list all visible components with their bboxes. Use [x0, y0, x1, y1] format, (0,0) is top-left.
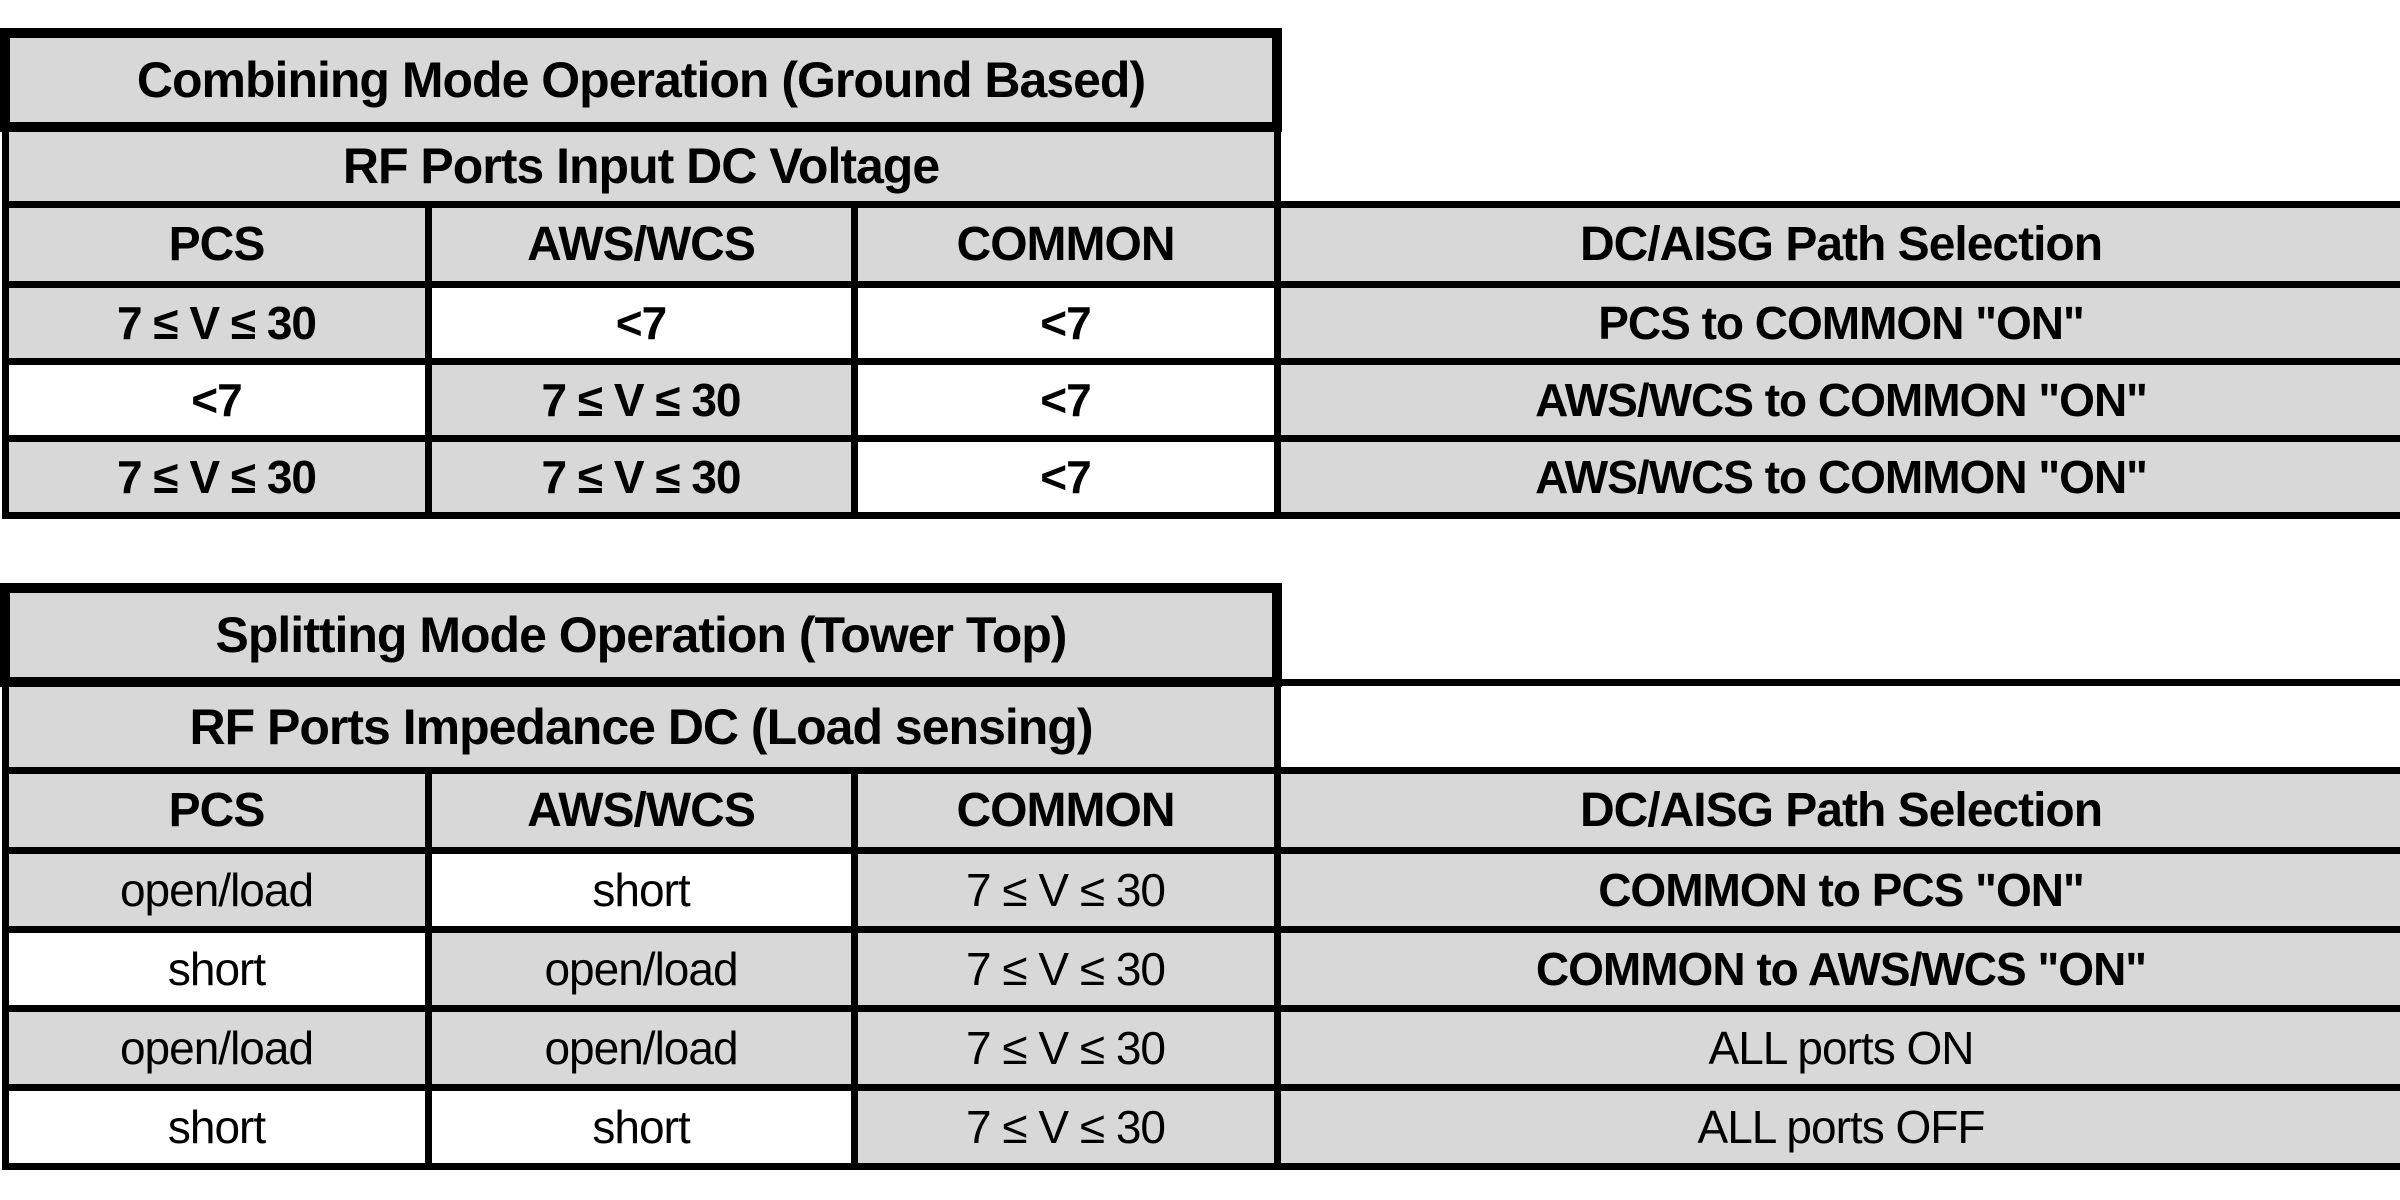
combining-col-header-pcs: PCS: [5, 204, 428, 284]
splitting-subheader-empty-cell: [1277, 682, 2400, 770]
splitting-data-row-4: [5, 1087, 2400, 1166]
combining-data-row-3: [5, 438, 2400, 515]
cell-pcs: open/load: [5, 1008, 428, 1087]
combining-title-row: [5, 33, 2400, 127]
splitting-col-header-aws-wcs: AWS/WCS: [428, 770, 854, 850]
cell-aws-wcs: 7 ≤ V ≤ 30: [428, 361, 854, 438]
combining-subheader-row: [5, 127, 2400, 204]
combining-title-spacer: [1277, 33, 2400, 127]
cell-aws-wcs: <7: [428, 284, 854, 361]
splitting-data-row-2: [5, 929, 2400, 1008]
cell-path-selection: ALL ports ON: [1277, 1008, 2400, 1087]
combining-col-header-aws-wcs: AWS/WCS: [428, 204, 854, 284]
combining-subheader-spacer: [1277, 127, 2400, 204]
cell-pcs: 7 ≤ V ≤ 30: [5, 438, 428, 515]
splitting-title: Splitting Mode Operation (Tower Top): [5, 588, 1277, 682]
splitting-header-row: [5, 770, 2400, 850]
splitting-col-header-pcs: PCS: [5, 770, 428, 850]
combining-data-row-2: [5, 361, 2400, 438]
splitting-col-header-path: DC/AISG Path Selection: [1277, 770, 2400, 850]
cell-common: 7 ≤ V ≤ 30: [854, 1087, 1277, 1166]
cell-aws-wcs: open/load: [428, 1008, 854, 1087]
cell-aws-wcs: 7 ≤ V ≤ 30: [428, 438, 854, 515]
cell-path-selection: COMMON to PCS "ON": [1277, 850, 2400, 929]
cell-pcs: open/load: [5, 850, 428, 929]
cell-path-selection: AWS/WCS to COMMON "ON": [1277, 438, 2400, 515]
cell-common: <7: [854, 361, 1277, 438]
splitting-data-row-3: [5, 1008, 2400, 1087]
combining-header-row: [5, 204, 2400, 284]
splitting-subheader: RF Ports Impedance DC (Load sensing): [5, 682, 1277, 770]
combining-col-header-common: COMMON: [854, 204, 1277, 284]
splitting-subheader-row: [5, 682, 2400, 770]
splitting-data-row-1: [5, 850, 2400, 929]
cell-pcs: <7: [5, 361, 428, 438]
cell-aws-wcs: open/load: [428, 929, 854, 1008]
combining-subheader: RF Ports Input DC Voltage: [5, 127, 1277, 204]
cell-pcs: short: [5, 1087, 428, 1166]
combining-title: Combining Mode Operation (Ground Based): [5, 33, 1277, 127]
cell-aws-wcs: short: [428, 1087, 854, 1166]
combining-data-row-1: [5, 284, 2400, 361]
cell-common: <7: [854, 284, 1277, 361]
splitting-mode-table: [0, 583, 2400, 1170]
cell-common: 7 ≤ V ≤ 30: [854, 929, 1277, 1008]
splitting-title-spacer: [1277, 588, 2400, 682]
cell-path-selection: AWS/WCS to COMMON "ON": [1277, 361, 2400, 438]
cell-common: 7 ≤ V ≤ 30: [854, 1008, 1277, 1087]
cell-common: 7 ≤ V ≤ 30: [854, 850, 1277, 929]
splitting-col-header-common: COMMON: [854, 770, 1277, 850]
cell-common: <7: [854, 438, 1277, 515]
cell-path-selection: ALL ports OFF: [1277, 1087, 2400, 1166]
cell-path-selection: COMMON to AWS/WCS "ON": [1277, 929, 2400, 1008]
cell-path-selection: PCS to COMMON "ON": [1277, 284, 2400, 361]
combining-col-header-path: DC/AISG Path Selection: [1277, 204, 2400, 284]
cell-pcs: short: [5, 929, 428, 1008]
splitting-title-row: [5, 588, 2400, 682]
combining-mode-table: [0, 28, 2400, 519]
cell-pcs: 7 ≤ V ≤ 30: [5, 284, 428, 361]
cell-aws-wcs: short: [428, 850, 854, 929]
